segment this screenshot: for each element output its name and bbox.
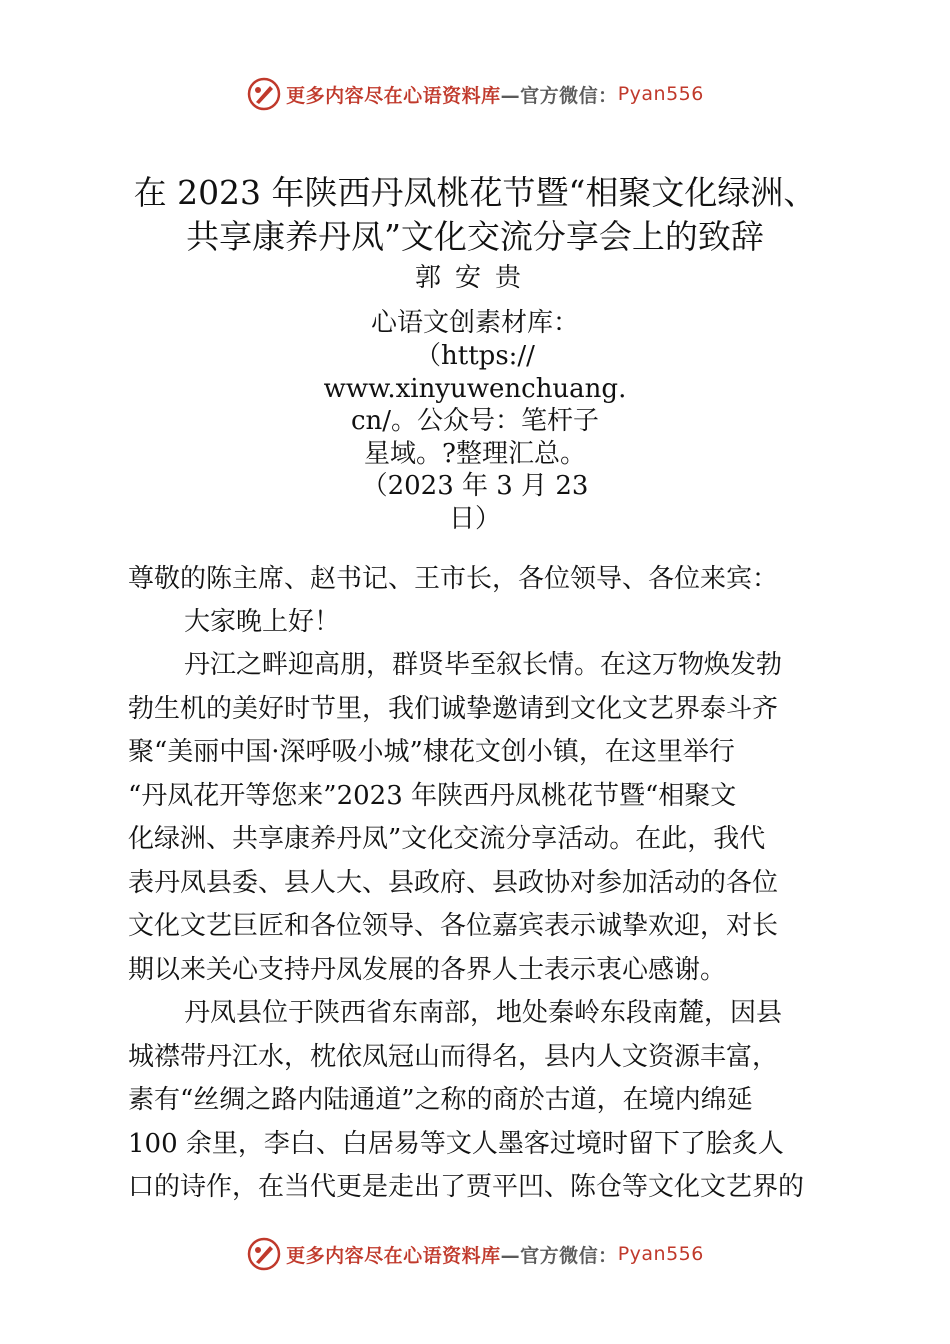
paragraph-line: 素有“丝绸之路内陆通道”之称的商於古道，在境内绵延: [128, 1085, 753, 1115]
document-title-line-1: 在 2023 年陕西丹凤桃花节暨“相聚文化绿洲、: [133, 173, 817, 212]
document-author: 郭安贵: [414, 263, 535, 293]
source-line: 星域。?整理汇总。: [364, 439, 586, 469]
source-line: 日）: [448, 504, 501, 534]
salutation-line: 尊敬的陈主席、赵书记、王市长，各位领导、各位来宾：: [128, 564, 779, 594]
paragraph-line: 勃生机的美好时节里，我们诚挚邀请到文化文艺界泰斗齐: [128, 694, 779, 724]
watermark-banner-top: [0, 72, 950, 116]
source-line: 心语文创素材库：: [370, 308, 579, 338]
document-title-line-2: 共享康养丹凤”文化交流分享会上的致辞: [186, 217, 764, 256]
paragraph-line: 丹凤县位于陕西省东南部，地处秦岭东段南麓，因县: [184, 998, 783, 1028]
watermark-wechat-id: Pyan556: [617, 83, 704, 105]
watermark-wechat-id: Pyan556: [617, 1243, 704, 1265]
watermark-separator: —官方微信：: [500, 84, 618, 107]
pen-nib-logo-icon: [246, 1236, 282, 1272]
watermark-text: 更多内容尽在心语资料库: [286, 1244, 501, 1267]
source-line: www.xinyuwenchuang.: [323, 374, 627, 404]
paragraph-line: 丹江之畔迎高朋，群贤毕至叙长情。在这万物焕发勃: [184, 650, 783, 680]
paragraph-line: 聚“美丽中国·深呼吸小城”棣花文创小镇，在这里举行: [128, 737, 735, 767]
paragraph-line: 期以来关心支持丹凤发展的各界人士表示衷心感谢。: [128, 955, 727, 985]
paragraph-line: “丹凤花开等您来”2023 年陕西丹凤桃花节暨“相聚文: [128, 781, 737, 811]
greeting-line: 大家晚上好！: [184, 607, 341, 637]
pen-nib-logo-icon: [246, 76, 282, 112]
source-line: cn/。公众号：笔杆子: [350, 406, 600, 436]
paragraph-line: 表丹凤县委、县人大、县政府、县政协对参加活动的各位: [128, 868, 779, 898]
source-line: （2023 年 3 月 23: [361, 471, 589, 501]
paragraph-line: 化绿洲、共享康养丹凤”文化交流分享活动。在此，我代: [128, 824, 766, 854]
paragraph-line: 城襟带丹江水，枕依凤冠山而得名，县内人文资源丰富，: [128, 1042, 779, 1072]
watermark-text: 更多内容尽在心语资料库: [286, 84, 501, 107]
source-line: （https://: [415, 341, 535, 371]
paragraph-line: 口的诗作，在当代更是走出了贾平凹、陈仓等文化文艺界的: [128, 1172, 805, 1202]
paragraph-line: 文化文艺巨匠和各位领导、各位嘉宾表示诚挚欢迎，对长: [128, 911, 779, 941]
watermark-separator: —官方微信：: [500, 1244, 618, 1267]
watermark-banner-bottom: [0, 1232, 950, 1276]
paragraph-line: 100 余里，李白、白居易等文人墨客过境时留下了脍炙人: [128, 1129, 784, 1159]
